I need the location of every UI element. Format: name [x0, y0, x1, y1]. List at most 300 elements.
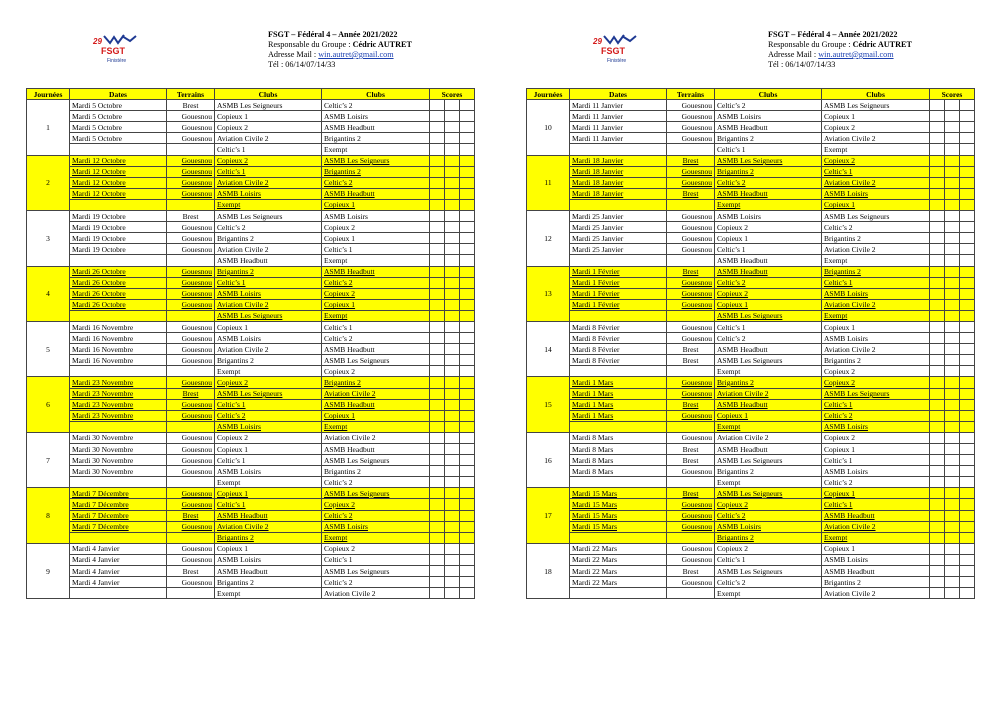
score-cell[interactable]: [445, 299, 460, 310]
score-cell[interactable]: [445, 188, 460, 199]
score-cell[interactable]: [945, 166, 960, 177]
score-cell[interactable]: [460, 122, 475, 133]
score-cell[interactable]: [945, 277, 960, 288]
score-cell[interactable]: [445, 222, 460, 233]
score-cell[interactable]: [460, 488, 475, 499]
score-cell[interactable]: [460, 310, 475, 321]
score-cell[interactable]: [960, 410, 975, 421]
score-cell[interactable]: [430, 455, 445, 466]
score-cell[interactable]: [960, 177, 975, 188]
score-cell[interactable]: [960, 355, 975, 366]
table-row: [527, 344, 975, 355]
club-home: ASMB Loisirs: [215, 554, 322, 565]
score-cell[interactable]: [445, 532, 460, 543]
score-cell[interactable]: [930, 144, 945, 155]
score-cell[interactable]: [430, 233, 445, 244]
score-cell[interactable]: [445, 111, 460, 122]
score-cell[interactable]: [945, 466, 960, 477]
score-cell[interactable]: [460, 166, 475, 177]
score-cell[interactable]: [945, 355, 960, 366]
score-cell[interactable]: [430, 222, 445, 233]
score-cell[interactable]: [430, 211, 445, 222]
score-cell[interactable]: [960, 255, 975, 266]
score-cell[interactable]: [960, 144, 975, 155]
score-cell[interactable]: [945, 333, 960, 344]
score-cell[interactable]: [930, 233, 945, 244]
score-cell[interactable]: [430, 588, 445, 599]
score-cell[interactable]: [445, 333, 460, 344]
score-cell[interactable]: [945, 244, 960, 255]
score-cell[interactable]: [945, 321, 960, 332]
score-cell[interactable]: [960, 100, 975, 111]
score-cell[interactable]: [445, 199, 460, 210]
score-cell[interactable]: [960, 577, 975, 588]
score-cell[interactable]: [430, 321, 445, 332]
club-away: ASMB Headbutt: [322, 122, 430, 133]
score-cell[interactable]: [445, 321, 460, 332]
score-cell[interactable]: [445, 543, 460, 554]
score-cell[interactable]: [460, 543, 475, 554]
score-cell[interactable]: [460, 211, 475, 222]
match-date: Mardi 25 Janvier: [570, 222, 667, 233]
mail-link[interactable]: win.autret@gmail.com: [318, 50, 394, 59]
score-cell[interactable]: [945, 566, 960, 577]
score-cell[interactable]: [430, 432, 445, 443]
score-cell[interactable]: [930, 488, 945, 499]
score-cell[interactable]: [430, 199, 445, 210]
score-cell[interactable]: [960, 488, 975, 499]
score-cell[interactable]: [945, 144, 960, 155]
score-cell[interactable]: [430, 488, 445, 499]
score-cell[interactable]: [930, 432, 945, 443]
score-cell[interactable]: [430, 255, 445, 266]
score-cell[interactable]: [445, 344, 460, 355]
score-cell[interactable]: [960, 477, 975, 488]
score-cell[interactable]: [430, 166, 445, 177]
table-row: [27, 410, 475, 421]
score-cell[interactable]: [930, 133, 945, 144]
score-cell[interactable]: [960, 499, 975, 510]
score-cell[interactable]: [930, 255, 945, 266]
score-cell[interactable]: [945, 554, 960, 565]
score-cell[interactable]: [930, 410, 945, 421]
score-cell[interactable]: [945, 421, 960, 432]
score-cell[interactable]: [960, 333, 975, 344]
score-cell[interactable]: [430, 532, 445, 543]
score-cell[interactable]: [930, 566, 945, 577]
score-cell[interactable]: [460, 399, 475, 410]
score-cell[interactable]: [430, 554, 445, 565]
score-cell[interactable]: [460, 266, 475, 277]
score-cell[interactable]: [460, 577, 475, 588]
score-cell[interactable]: [930, 177, 945, 188]
score-cell[interactable]: [930, 122, 945, 133]
score-cell[interactable]: [445, 399, 460, 410]
score-cell[interactable]: [960, 399, 975, 410]
col-terrains: Terrains: [167, 89, 215, 100]
match-date: Mardi 5 Octobre: [70, 100, 167, 111]
score-cell[interactable]: [445, 133, 460, 144]
score-cell[interactable]: [445, 377, 460, 388]
score-cell[interactable]: [930, 510, 945, 521]
score-cell[interactable]: [445, 277, 460, 288]
schedule-table-left: [26, 88, 475, 599]
score-cell[interactable]: [960, 299, 975, 310]
score-cell[interactable]: [445, 499, 460, 510]
score-cell[interactable]: [945, 133, 960, 144]
score-cell[interactable]: [460, 355, 475, 366]
score-cell[interactable]: [960, 122, 975, 133]
score-cell[interactable]: [445, 444, 460, 455]
score-cell[interactable]: [445, 477, 460, 488]
score-cell[interactable]: [960, 321, 975, 332]
score-cell[interactable]: [960, 532, 975, 543]
table-row: [527, 122, 975, 133]
table-row: [27, 532, 475, 543]
score-cell[interactable]: [930, 477, 945, 488]
score-cell[interactable]: [430, 444, 445, 455]
score-cell[interactable]: [430, 510, 445, 521]
score-cell[interactable]: [960, 444, 975, 455]
score-cell[interactable]: [430, 100, 445, 111]
score-cell[interactable]: [460, 466, 475, 477]
score-cell[interactable]: [945, 122, 960, 133]
club-home: Copieux 1: [715, 299, 822, 310]
score-cell[interactable]: [930, 244, 945, 255]
score-cell[interactable]: [960, 521, 975, 532]
score-cell[interactable]: [930, 344, 945, 355]
score-cell[interactable]: [445, 255, 460, 266]
club-home: Brigantins 2: [215, 577, 322, 588]
score-cell[interactable]: [445, 521, 460, 532]
score-cell[interactable]: [960, 266, 975, 277]
score-cell[interactable]: [960, 554, 975, 565]
score-cell[interactable]: [430, 466, 445, 477]
match-terrain: Gouesnou: [667, 510, 715, 521]
score-cell[interactable]: [945, 155, 960, 166]
score-cell[interactable]: [945, 111, 960, 122]
score-cell[interactable]: [960, 432, 975, 443]
score-cell[interactable]: [930, 166, 945, 177]
score-cell[interactable]: [430, 177, 445, 188]
score-cell[interactable]: [460, 133, 475, 144]
score-cell[interactable]: [930, 532, 945, 543]
score-cell[interactable]: [460, 510, 475, 521]
score-cell[interactable]: [945, 366, 960, 377]
score-cell[interactable]: [460, 299, 475, 310]
score-cell[interactable]: [430, 366, 445, 377]
score-cell[interactable]: [430, 155, 445, 166]
score-cell[interactable]: [960, 455, 975, 466]
score-cell[interactable]: [930, 111, 945, 122]
score-cell[interactable]: [930, 421, 945, 432]
score-cell[interactable]: [460, 288, 475, 299]
score-cell[interactable]: [945, 299, 960, 310]
score-cell[interactable]: [430, 133, 445, 144]
score-cell[interactable]: [460, 222, 475, 233]
score-cell[interactable]: [945, 100, 960, 111]
score-cell[interactable]: [460, 377, 475, 388]
score-cell[interactable]: [460, 521, 475, 532]
score-cell[interactable]: [930, 366, 945, 377]
score-cell[interactable]: [445, 566, 460, 577]
score-cell[interactable]: [960, 288, 975, 299]
score-cell[interactable]: [945, 344, 960, 355]
score-cell[interactable]: [460, 410, 475, 421]
score-cell[interactable]: [960, 277, 975, 288]
score-cell[interactable]: [430, 310, 445, 321]
score-cell[interactable]: [930, 388, 945, 399]
match-date: Mardi 5 Octobre: [70, 122, 167, 133]
score-cell[interactable]: [945, 444, 960, 455]
score-cell[interactable]: [445, 310, 460, 321]
score-cell[interactable]: [960, 543, 975, 554]
score-cell[interactable]: [460, 344, 475, 355]
score-cell[interactable]: [445, 122, 460, 133]
score-cell[interactable]: [930, 554, 945, 565]
score-cell[interactable]: [945, 310, 960, 321]
score-cell[interactable]: [430, 244, 445, 255]
score-cell[interactable]: [460, 444, 475, 455]
score-cell[interactable]: [930, 543, 945, 554]
score-cell[interactable]: [460, 588, 475, 599]
score-cell[interactable]: [460, 566, 475, 577]
score-cell[interactable]: [960, 244, 975, 255]
score-cell[interactable]: [460, 321, 475, 332]
score-cell[interactable]: [445, 410, 460, 421]
score-cell[interactable]: [930, 333, 945, 344]
score-cell[interactable]: [930, 377, 945, 388]
score-cell[interactable]: [430, 577, 445, 588]
score-cell[interactable]: [960, 377, 975, 388]
score-cell[interactable]: [445, 166, 460, 177]
score-cell[interactable]: [460, 144, 475, 155]
score-cell[interactable]: [430, 299, 445, 310]
score-cell[interactable]: [460, 421, 475, 432]
mail-link[interactable]: win.autret@gmail.com: [818, 50, 894, 59]
score-cell[interactable]: [460, 100, 475, 111]
score-cell[interactable]: [430, 399, 445, 410]
score-cell[interactable]: [445, 466, 460, 477]
score-cell[interactable]: [945, 288, 960, 299]
score-cell[interactable]: [460, 366, 475, 377]
score-cell[interactable]: [930, 399, 945, 410]
score-cell[interactable]: [960, 344, 975, 355]
score-cell[interactable]: [445, 510, 460, 521]
score-cell[interactable]: [960, 133, 975, 144]
score-cell[interactable]: [460, 532, 475, 543]
score-cell[interactable]: [430, 266, 445, 277]
table-header: [27, 89, 475, 100]
score-cell[interactable]: [460, 333, 475, 344]
score-cell[interactable]: [945, 222, 960, 233]
score-cell[interactable]: [960, 388, 975, 399]
score-cell[interactable]: [945, 577, 960, 588]
score-cell[interactable]: [930, 444, 945, 455]
score-cell[interactable]: [945, 432, 960, 443]
score-cell[interactable]: [960, 222, 975, 233]
score-cell[interactable]: [430, 410, 445, 421]
score-cell[interactable]: [930, 310, 945, 321]
score-cell[interactable]: [445, 577, 460, 588]
score-cell[interactable]: [445, 455, 460, 466]
match-date: Mardi 25 Janvier: [570, 233, 667, 244]
score-cell[interactable]: [960, 421, 975, 432]
score-cell[interactable]: [460, 499, 475, 510]
score-cell[interactable]: [445, 266, 460, 277]
score-cell[interactable]: [960, 211, 975, 222]
score-cell[interactable]: [445, 588, 460, 599]
score-cell[interactable]: [960, 111, 975, 122]
score-cell[interactable]: [445, 233, 460, 244]
club-away: Copieux 1: [822, 199, 930, 210]
score-cell[interactable]: [930, 155, 945, 166]
score-cell[interactable]: [945, 499, 960, 510]
score-cell[interactable]: [945, 377, 960, 388]
score-cell[interactable]: [930, 211, 945, 222]
score-cell[interactable]: [945, 410, 960, 421]
score-cell[interactable]: [445, 554, 460, 565]
score-cell[interactable]: [430, 388, 445, 399]
score-cell[interactable]: [460, 477, 475, 488]
score-cell[interactable]: [430, 111, 445, 122]
club-home: Exempt: [715, 477, 822, 488]
score-cell[interactable]: [430, 521, 445, 532]
score-cell[interactable]: [945, 588, 960, 599]
score-cell[interactable]: [945, 177, 960, 188]
score-cell[interactable]: [445, 421, 460, 432]
score-cell[interactable]: [960, 233, 975, 244]
score-cell[interactable]: [945, 388, 960, 399]
score-cell[interactable]: [430, 144, 445, 155]
score-cell[interactable]: [460, 255, 475, 266]
score-cell[interactable]: [945, 532, 960, 543]
score-cell[interactable]: [445, 244, 460, 255]
score-cell[interactable]: [930, 521, 945, 532]
score-cell[interactable]: [960, 188, 975, 199]
score-cell[interactable]: [960, 166, 975, 177]
score-cell[interactable]: [945, 399, 960, 410]
score-cell[interactable]: [930, 188, 945, 199]
score-cell[interactable]: [460, 111, 475, 122]
score-cell[interactable]: [960, 510, 975, 521]
score-cell[interactable]: [430, 355, 445, 366]
match-terrain: Gouesnou: [667, 499, 715, 510]
score-cell[interactable]: [945, 266, 960, 277]
score-cell[interactable]: [430, 188, 445, 199]
score-cell[interactable]: [445, 100, 460, 111]
score-cell[interactable]: [930, 266, 945, 277]
score-cell[interactable]: [460, 455, 475, 466]
score-cell[interactable]: [460, 177, 475, 188]
score-cell[interactable]: [430, 566, 445, 577]
score-cell[interactable]: [945, 510, 960, 521]
score-cell[interactable]: [930, 588, 945, 599]
score-cell[interactable]: [430, 288, 445, 299]
score-cell[interactable]: [960, 466, 975, 477]
score-cell[interactable]: [930, 199, 945, 210]
score-cell[interactable]: [930, 277, 945, 288]
club-home: ASMB Loisirs: [715, 211, 822, 222]
score-cell[interactable]: [930, 321, 945, 332]
match-terrain: Gouesnou: [667, 521, 715, 532]
score-cell[interactable]: [960, 199, 975, 210]
score-cell[interactable]: [430, 277, 445, 288]
score-cell[interactable]: [945, 488, 960, 499]
score-cell[interactable]: [945, 188, 960, 199]
club-home: Celtic’s 2: [215, 410, 322, 421]
score-cell[interactable]: [430, 377, 445, 388]
club-home: Celtic’s 1: [215, 144, 322, 155]
table-row: [27, 199, 475, 210]
score-cell[interactable]: [945, 543, 960, 554]
score-cell[interactable]: [430, 499, 445, 510]
score-cell[interactable]: [445, 366, 460, 377]
score-cell[interactable]: [430, 543, 445, 554]
score-cell[interactable]: [945, 521, 960, 532]
score-cell[interactable]: [960, 566, 975, 577]
score-cell[interactable]: [445, 432, 460, 443]
score-cell[interactable]: [460, 188, 475, 199]
score-cell[interactable]: [460, 199, 475, 210]
score-cell[interactable]: [945, 255, 960, 266]
score-cell[interactable]: [460, 432, 475, 443]
score-cell[interactable]: [445, 355, 460, 366]
score-cell[interactable]: [460, 277, 475, 288]
score-cell[interactable]: [960, 155, 975, 166]
score-cell[interactable]: [430, 333, 445, 344]
score-cell[interactable]: [945, 199, 960, 210]
match-date: Mardi 23 Novembre: [70, 377, 167, 388]
score-cell[interactable]: [460, 554, 475, 565]
score-cell[interactable]: [945, 455, 960, 466]
score-cell[interactable]: [930, 299, 945, 310]
score-cell[interactable]: [960, 588, 975, 599]
score-cell[interactable]: [445, 144, 460, 155]
score-cell[interactable]: [945, 477, 960, 488]
score-cell[interactable]: [930, 577, 945, 588]
table-row: [27, 266, 475, 277]
score-cell[interactable]: [930, 222, 945, 233]
score-cell[interactable]: [960, 366, 975, 377]
score-cell[interactable]: [460, 388, 475, 399]
score-cell[interactable]: [460, 233, 475, 244]
score-cell[interactable]: [445, 288, 460, 299]
score-cell[interactable]: [930, 466, 945, 477]
score-cell[interactable]: [930, 455, 945, 466]
score-cell[interactable]: [430, 421, 445, 432]
score-cell[interactable]: [445, 177, 460, 188]
score-cell[interactable]: [430, 122, 445, 133]
score-cell[interactable]: [445, 488, 460, 499]
score-cell[interactable]: [460, 244, 475, 255]
score-cell[interactable]: [460, 155, 475, 166]
score-cell[interactable]: [430, 344, 445, 355]
score-cell[interactable]: [960, 310, 975, 321]
score-cell[interactable]: [930, 100, 945, 111]
score-cell[interactable]: [445, 155, 460, 166]
table-row: [27, 377, 475, 388]
score-cell[interactable]: [930, 499, 945, 510]
score-cell[interactable]: [930, 355, 945, 366]
match-terrain: Gouesnou: [667, 244, 715, 255]
score-cell[interactable]: [445, 211, 460, 222]
score-cell[interactable]: [445, 388, 460, 399]
score-cell[interactable]: [945, 211, 960, 222]
score-cell[interactable]: [930, 288, 945, 299]
score-cell[interactable]: [430, 477, 445, 488]
score-cell[interactable]: [945, 233, 960, 244]
